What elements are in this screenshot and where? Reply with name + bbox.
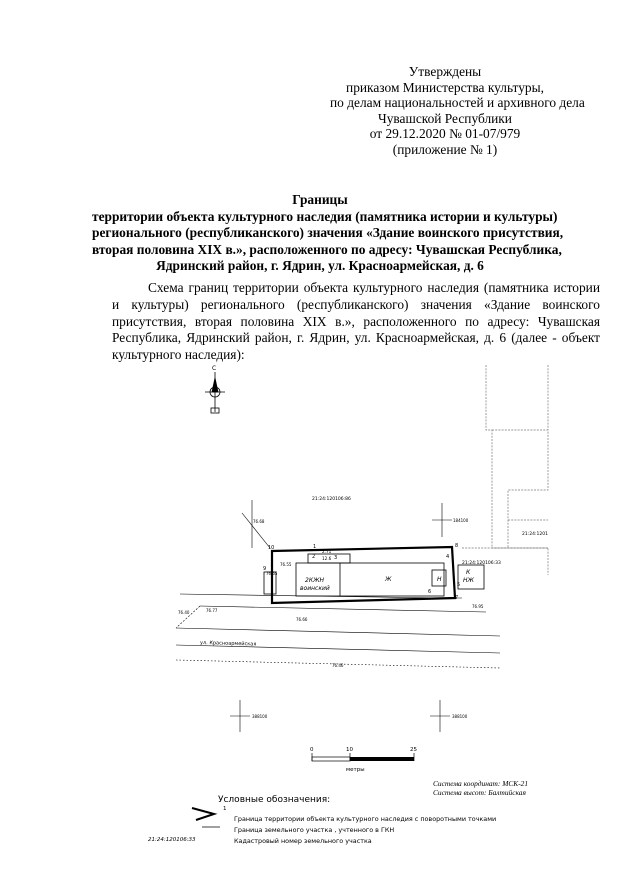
elevation-label: 76.46 [332, 663, 344, 668]
title-line: регионального (республиканского) значения «Здание воинского присутствия, [92, 225, 564, 241]
building-type-label: 2КЖН [305, 577, 325, 584]
legend-item: Граница земельного участка , учтенного в ГКН [234, 826, 395, 834]
elevation-label: 76.55 [280, 562, 292, 567]
elevation-label: 76.68 [253, 519, 265, 524]
turning-point-label: 3 [334, 555, 338, 561]
building-code-label: НЖ [463, 577, 474, 584]
legend-cadastral-code: 21:24:120106:33 [148, 837, 196, 843]
approval-line: Утверждены [408, 64, 482, 79]
title-line: территории объекта культурного наследия (памятника истории и культуры) [92, 208, 558, 224]
scale-bar [312, 753, 414, 761]
cadastral-number-label: 21:24:1201 [522, 532, 548, 537]
paragraph-line: присутствия, вторая половина XIX в.», расположенного по адресу: Чувашская [112, 313, 600, 329]
scheme-description [112, 280, 600, 364]
title-line: Границы [292, 192, 348, 207]
approval-line: приказом Министерства культуры, [346, 79, 544, 95]
building-code-label: К [466, 569, 471, 576]
title-line: вторая половина XIX в.», расположенного по адресу: Чувашская Республика, [92, 241, 562, 257]
approval-line: от 29.12.2020 № 01-07/979 [369, 126, 521, 141]
coord-label: 388100 [452, 714, 468, 719]
building-name-label: воинский [300, 585, 330, 592]
road-lines [176, 606, 500, 668]
legend-item: Кадастровый номер земельного участка [234, 837, 372, 845]
elevation-label: 76.66 [296, 617, 308, 622]
building-labels [300, 569, 475, 592]
turning-point-label: 4 [446, 554, 450, 560]
paragraph-line: культурного наследия): [112, 347, 245, 363]
approval-line: Чувашской Республики [378, 110, 512, 126]
legend-item: Граница территории объекта культурного наследия с поворотными точками [234, 815, 497, 823]
land-plot-boundary [180, 500, 486, 612]
document-title [92, 192, 564, 275]
turning-point-label: 1 [313, 544, 317, 550]
parcel-legend-icon [202, 824, 222, 830]
boundary-scheme-map [150, 355, 590, 795]
turning-point-label: 2 [312, 554, 316, 560]
paragraph-line: и культуры) регионального (республиканского) значения «Здание воинского [112, 296, 600, 312]
cadastral-number-label: 21:24:120106:33 [462, 561, 501, 566]
grid-cross-marks [230, 503, 452, 732]
dimension-label: 12.6 [322, 556, 332, 561]
scale-unit-label: метры [346, 767, 365, 773]
turning-point-label: 6 [428, 589, 432, 595]
elevation-label: 76.65 [266, 571, 278, 576]
approval-line: по делам национальностей и архивного дела [330, 95, 585, 110]
compass-north-label: С [212, 365, 217, 372]
turning-point-label: 8 [455, 543, 459, 549]
legend-marker: 1 [223, 806, 227, 812]
coordinate-system-label: Система координат: МСК-21 [433, 779, 529, 788]
elevation-label: 76.40 [178, 610, 190, 615]
height-system-label: Система высот: Балтийская [433, 788, 526, 797]
scale-label: 25 [410, 747, 417, 753]
elevation-label: 76.95 [472, 604, 484, 609]
turning-point-label: 5 [457, 582, 461, 588]
boundary-legend-icon [190, 806, 230, 822]
dimension-label: 2.71 [322, 549, 332, 554]
paragraph-line: Республика, Ядринский район, г. Ядрин, ул. Красноармейская, д. 6 (далее - объект [112, 330, 600, 346]
scale-label: 0 [310, 747, 314, 753]
turning-point-label: 7 [455, 595, 459, 601]
compass-icon [205, 372, 225, 413]
scale-label: 10 [346, 747, 353, 753]
approval-line: (приложение № 1) [392, 141, 498, 157]
neighbour-blocks [462, 365, 548, 575]
turning-point-label: 10 [268, 545, 275, 551]
approval-block [330, 64, 585, 157]
coord-label: 388100 [252, 714, 268, 719]
building-code-label: Н [437, 576, 442, 583]
turning-point-label: 9 [263, 566, 267, 572]
turning-point-labels [263, 543, 460, 601]
legend-title: Условные обозначения: [218, 795, 331, 805]
street-label: ул. Красноармейская [199, 640, 257, 648]
building-outlines [264, 554, 484, 596]
title-line: Ядринский район, г. Ядрин, ул. Красноармейская, д. 6 [156, 258, 484, 274]
elevation-label: 76.77 [206, 608, 218, 613]
dimension-labels [322, 549, 332, 561]
coord-label: 184100 [453, 518, 469, 523]
building-floor-label: Ж [385, 576, 392, 583]
cadastral-number-label: 21:24:120106:86 [312, 497, 351, 502]
paragraph-line: Схема границ территории объекта культурного наследия (памятника истории [148, 280, 600, 295]
